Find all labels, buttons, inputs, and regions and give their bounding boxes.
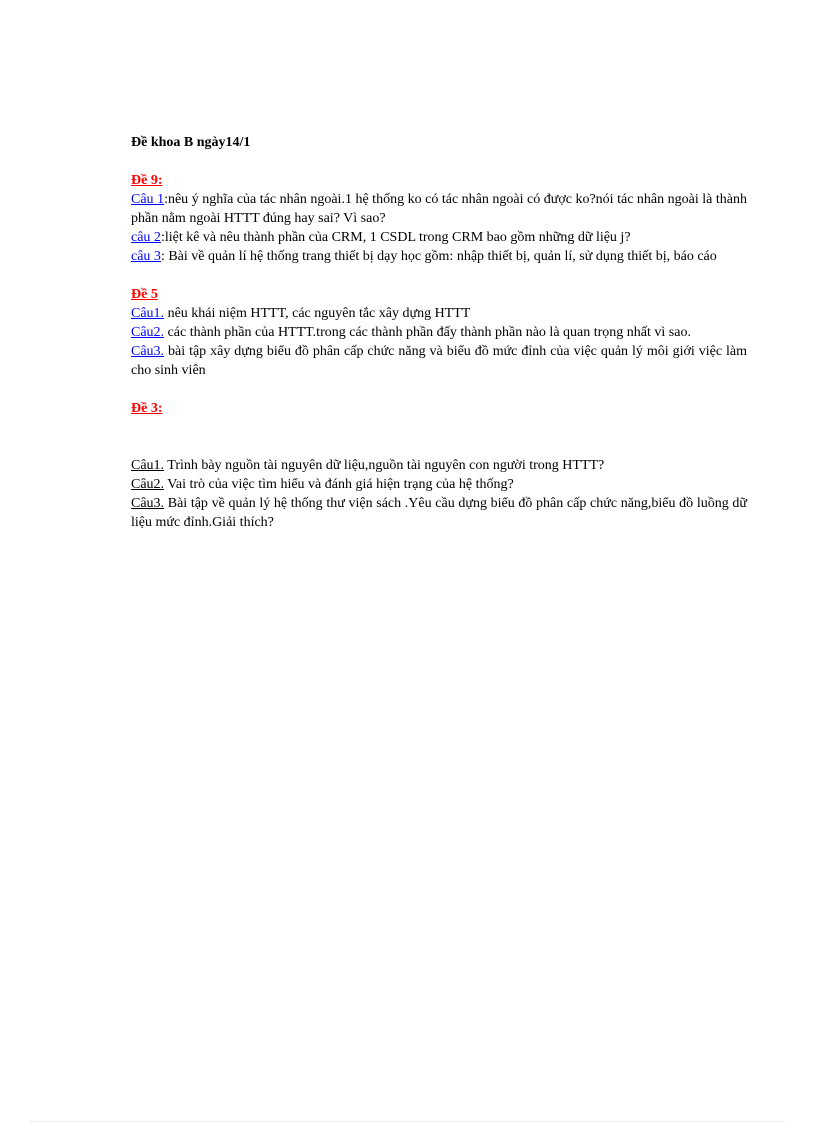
section-de-3 bbox=[131, 399, 747, 532]
question-text: Bài tập về quản lý hệ thống thư viện sách .Yêu cầu dựng biểu đồ phân cấp chức năng,biểu đồ luồng dữ liệu mức đỉnh.Giải thích? bbox=[131, 496, 747, 530]
question-item bbox=[131, 247, 747, 266]
question-text: :nêu ý nghĩa của tác nhân ngoài.1 hệ thống ko có tác nhân ngoài có được ko?nói tác nhân ngoài là thành phần nằm ngoài HTTT đúng hay sai? Vì sao? bbox=[131, 192, 747, 226]
question-link[interactable]: Câu2. bbox=[131, 325, 165, 340]
question-label: Câu1. bbox=[131, 458, 165, 473]
question-item bbox=[131, 342, 747, 380]
spacer bbox=[131, 437, 747, 456]
question-link[interactable]: Câu 1 bbox=[131, 192, 165, 207]
page-bottom-rule bbox=[30, 1121, 786, 1122]
question-link[interactable]: Câu3. bbox=[131, 344, 165, 359]
question-link[interactable]: Câu1. bbox=[131, 306, 165, 321]
section-heading: Đề 5 bbox=[131, 287, 158, 302]
question-label: Câu2. bbox=[131, 477, 165, 492]
question-label: Câu3. bbox=[131, 496, 165, 511]
question-item bbox=[131, 456, 747, 475]
question-text: : Bài về quản lí hệ thống trang thiết bị dạy học gồm: nhập thiết bị, quản lí, sử dụng thiết bị, báo cáo bbox=[160, 249, 717, 264]
spacer bbox=[131, 380, 747, 399]
question-item bbox=[131, 304, 747, 323]
spacer bbox=[131, 266, 747, 285]
spacer bbox=[131, 418, 747, 437]
question-item bbox=[131, 190, 747, 228]
section-de-5 bbox=[131, 285, 747, 380]
section-de-9 bbox=[131, 171, 747, 266]
question-text: các thành phần của HTTT.trong các thành phần đấy thành phần nào là quan trọng nhất vì sao. bbox=[164, 325, 691, 340]
section-heading: Đề 3: bbox=[131, 401, 163, 416]
question-item bbox=[131, 494, 747, 532]
section-heading: Đề 9: bbox=[131, 173, 163, 188]
question-text: Trình bày nguồn tài nguyên dữ liệu,nguồn tài nguyên con người trong HTTT? bbox=[164, 458, 605, 473]
question-text: Vai trò của việc tìm hiểu và đánh giá hiện trạng của hệ thống? bbox=[164, 477, 514, 492]
question-link[interactable]: câu 3 bbox=[131, 249, 161, 264]
document-page bbox=[131, 133, 747, 532]
question-text: nêu khái niệm HTTT, các nguyên tắc xây dựng HTTT bbox=[164, 306, 471, 321]
question-link[interactable]: câu 2 bbox=[131, 230, 161, 245]
question-item bbox=[131, 323, 747, 342]
question-item bbox=[131, 228, 747, 247]
question-text: :liệt kê và nêu thành phần của CRM, 1 CSDL trong CRM bao gồm những dữ liệu j? bbox=[160, 230, 631, 245]
question-text: bài tập xây dựng biểu đồ phân cấp chức năng và biểu đồ mức đỉnh của việc quản lý môi giới việc làm cho sinh viên bbox=[131, 344, 747, 378]
document-title: Đề khoa B ngày14/1 bbox=[131, 135, 251, 150]
question-item bbox=[131, 475, 747, 494]
